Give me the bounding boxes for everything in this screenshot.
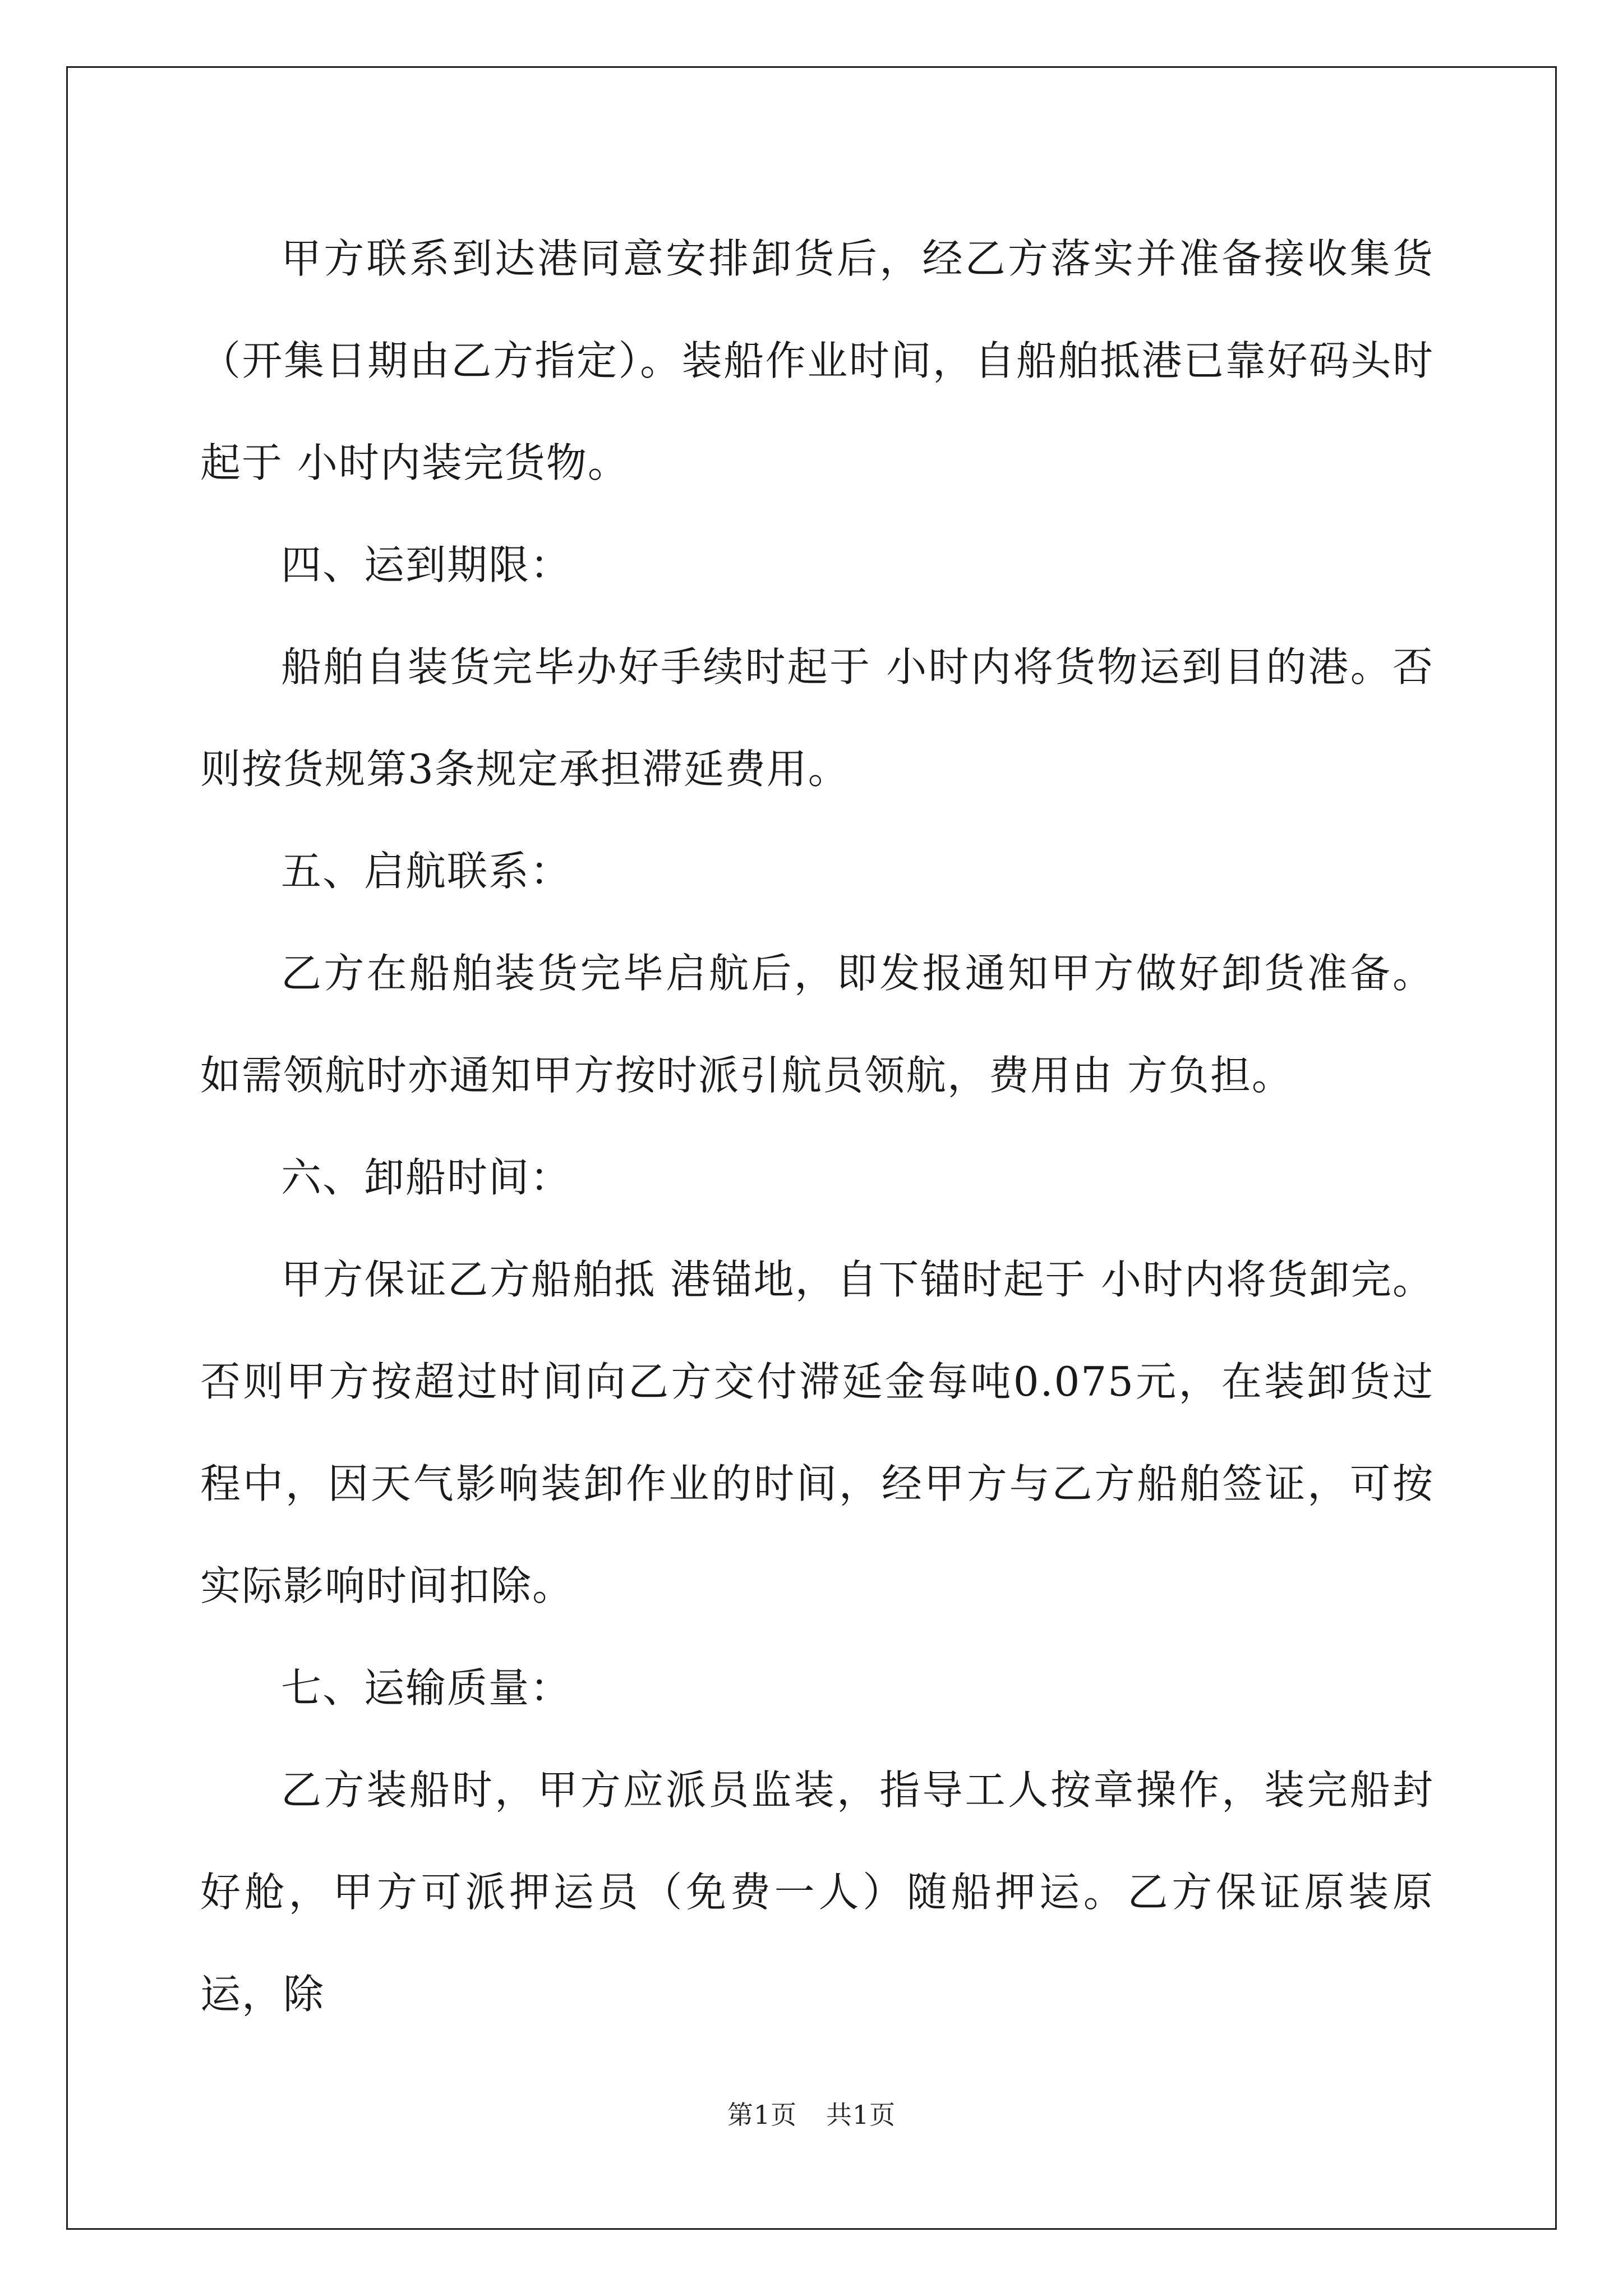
document-body [200, 208, 1434, 2045]
paragraph-transit-period: 船舶自装货完毕办好手续时起于 小时内将货物运到目的港。否则按货规第3条规定承担滞延费用。 [200, 643, 1434, 793]
section-heading-unloading-time: 六、卸船时间： [281, 1154, 572, 1201]
page-total: 共1页 [826, 2100, 896, 2130]
paragraph-transport-quality: 乙方装船时，甲方应派员监装，指导工人按章操作，装完船封好舱，甲方可派押运员（免费一人）随船押运。乙方保证原装原运，除 [200, 1766, 1434, 2018]
paragraph-unloading-arrangement: 甲方联系到达港同意安排卸货后，经乙方落实并准备接收集货（开集日期由乙方指定）。装船作业时间，自船舶抵港已靠好码头时起于 小时内装完货物。 [200, 235, 1434, 486]
page-number: 第1页 [727, 2100, 797, 2130]
page-footer [0, 2098, 1623, 2132]
section-heading-transport-quality: 七、运输质量： [281, 1664, 572, 1711]
section-heading-departure-contact: 五、启航联系： [281, 848, 572, 895]
paragraph-unloading-time: 甲方保证乙方船舶抵 港锚地，自下锚时起于 小时内将货卸完。否则甲方按超过时间向乙方交付滞延金每吨0.075元，在装卸货过程中，因天气影响装卸作业的时间，经甲方与乙方船舶签证，可按实际影响时间扣除。 [200, 1256, 1434, 1609]
paragraph-departure-contact: 乙方在船舶装货完毕启航后，即发报通知甲方做好卸货准备。如需领航时亦通知甲方按时派引航员领航，费用由 方负担。 [200, 950, 1434, 1099]
section-heading-transit-period: 四、运到期限： [281, 541, 572, 588]
